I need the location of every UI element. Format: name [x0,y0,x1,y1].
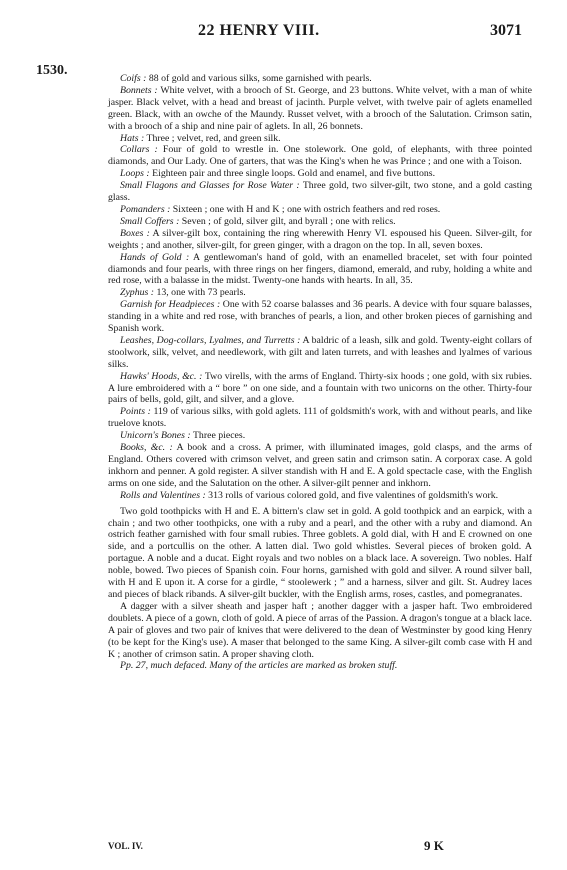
entry-term: Rolls and Valentines : [120,489,206,501]
page-header [0,22,567,42]
entry-rolls [108,490,532,502]
entry-term: Small Flagons and Glasses for Rose Water : [120,180,300,192]
entry-text: One with 52 coarse balasses and 36 pearls. A device with four square balasses, standing in a white and red rose, with branches of pearls, a lion, and other broken pieces of garnishing and Spanish work. [108,299,532,335]
entry-term: Leashes, Dog-collars, Lyalmes, and Turretts : [120,334,301,346]
entry-boxes [108,228,532,252]
entry-term: Small Coffers : [120,215,180,227]
entry-pomanders [108,204,532,216]
entry-unicorn-bones [108,430,532,442]
paragraph-miscellany [108,506,532,601]
entry-text: 13, one with 73 pearls. [154,287,246,299]
entry-coifs [108,73,532,85]
document-body [108,73,532,672]
entry-text: A dagger with a silver sheath and jasper haft ; another dagger with a jasper haft. Two embroidered doublets. A piece of a gown, cloth of gold. A piece of arras of the Passion. A dragon's tongue at a black lace. A pair of gloves and two pair of knives that were delivered to the dean of Westminster by good king Henry (to be kept for the King's use). A maser that belonged to the same King. A silver-gilt comb case with H and K ; another of crimson satin. A proper shaving cloth. [108,600,532,660]
entry-term: Bonnets : [120,84,158,96]
running-head: 22 HENRY VIII. [198,22,320,39]
entry-text: 119 of various silks, with gold aglets. 111 of goldsmith's work, with and without pearls, and like truelove knots. [108,406,533,430]
entry-text: A book and a cross. A primer, with illuminated images, gold clasps, and the arms of England. Others covered with crimson velvet, and green satin and crimson satin. A corporax case. A gold inkhorn and penner. A gold register. A silver standish with H and E. A gold spectacle case, with the English arms on one side, and the Salutation on the other. A silver-gilt penner and inkhorn. [108,442,532,489]
entry-text: 88 of gold and various silks, some garnished with pearls. [146,73,372,84]
page-footer [0,838,567,857]
page-number: 3071 [490,22,522,39]
entry-term: Unicorn's Bones : [120,430,191,442]
entry-hats [108,133,532,145]
entry-garnish [108,299,532,335]
entry-text: Eighteen pair and three single loops. Gold and enamel, and five buttons. [149,168,436,180]
entry-text: Three ; velvet, red, and green silk. [144,132,281,144]
margin-year: 1530. [36,63,68,78]
entry-term: Points : [120,406,151,418]
entry-term: Books, &c. : [120,442,173,454]
entry-text: Sixteen ; one with H and K ; one with ostrich feathers and red roses. [170,203,441,215]
entry-text: White velvet, with a brooch of St. George, and 23 buttons. White velvet, with a man of white jasper. Black velvet, with a head and breast of jacinth. Purple velvet, with twelve pair of aglets enamelled green. Black, with an owche of the Maundy. Russet velvet, with a brooch of the Salutation. Crimson satin, with a brooch of a ship and nine pair of aglets. In all, 26 bonnets. [108,84,532,132]
entry-term: Zyphus : [120,287,155,299]
entry-term: Boxes : [120,227,150,239]
entry-coffers [108,216,532,228]
entry-text: Two gold toothpicks with H and E. A bittern's claw set in gold. A gold toothpick and an earpick, with a chain ; and two other toothpicks, one with a ruby and a pearl, and the other with a ruby and diamond. An ostrich feather garnished with four small rubies. Three goblets. A gold dial, with H and E crowned on one side, and a portcullis on the other. A latten dial. Two gold whistles. Several pieces of broken gold. A portague. A noble and a ducat. Eight royals and two nobles on a black lace. A sovereign. Two nobles. Half noble, bowed. Two pieces of Spanish coin. Four horns, garnished with gold and silver. A round silver ball, with H and E upon it. A corse for a girdle, “ stoolewerk ; ” and a harness, silver and gilt. St. Audrey laces and pieces of black ribands. A silver-gilt buckler, with the English arms, roses, castles, and pomegranates. [108,505,532,600]
entry-term: Pomanders : [120,203,171,215]
entry-books [108,442,532,490]
paragraph-daggers [108,601,532,661]
entry-leashes [108,335,532,371]
entry-term: Loops : [120,168,150,180]
entry-term: Coifs : [120,73,147,84]
entry-term: Hawks' Hoods, &c. : [120,370,203,382]
entry-term: Garnish for Headpieces : [120,299,221,311]
entry-zyphus [108,287,532,299]
entry-text: A silver-gilt box, containing the ring wherewith Henry VI. espoused his Queen. Silver-gilt, for weights ; and another, silver-gilt, for green ginger, with a dragon on the top. In all, seven boxes. [108,227,532,251]
entry-text: Three gold, two silver-gilt, two stone, and a gold casting glass. [108,180,532,204]
volume-signature: VOL. IV. [108,841,143,851]
gathering-signature: 9 K [424,838,444,853]
entry-bonnets [108,85,532,133]
entry-text: Two virells, with the arms of England. Thirty-six hoods ; one gold, with six rubies. A lure embroidered with a “ bore ” on one side, and a fountain with two unicorns on the other. Thirty-four pairs of bells, gold, gilt, and silver, and a glove. [108,370,532,406]
entry-text: A gentlewoman's hand of gold, with an enamelled bracelet, set with four pointed diamonds and four pearls, with three rings on her fingers, diamond, emerald, and ruby, holding a white and red rose, with a balasse in the midst. Twenty-one hands with hearts. In all, 35. [108,251,532,287]
entry-term: Collars : [120,144,158,156]
entry-points [108,406,532,430]
entry-collars [108,144,532,168]
entry-text: 313 rolls of various colored gold, and five valentines of goldsmith's work. [205,489,499,501]
entry-term: Hands of Gold : [120,251,190,263]
entry-hawks-hoods [108,371,532,407]
footnote-text: Pp. 27, much defaced. Many of the articles are marked as broken stuff. [120,660,398,672]
entry-text: Four of gold to wrestle in. One stolework. One gold, of elephants, with three pointed diamonds, and Our Lady. One of garters, that was the King's when he was Prince ; and one with a Toison. [108,144,533,168]
entry-term: Hats : [120,132,145,144]
entry-text: Three pieces. [190,430,246,442]
entry-text: Seven ; of gold, silver gilt, and byrall ; one with relics. [179,215,396,227]
footnote [108,660,532,672]
entry-text: A baldric of a leash, silk and gold. Twenty-eight collars of stoolwork, silk, velvet, and needlework, with gilt and laten turrets, and with leashes and lyalmes of various silks. [108,334,532,370]
entry-loops [108,168,532,180]
entry-hands [108,252,532,288]
entry-flagons [108,180,532,204]
